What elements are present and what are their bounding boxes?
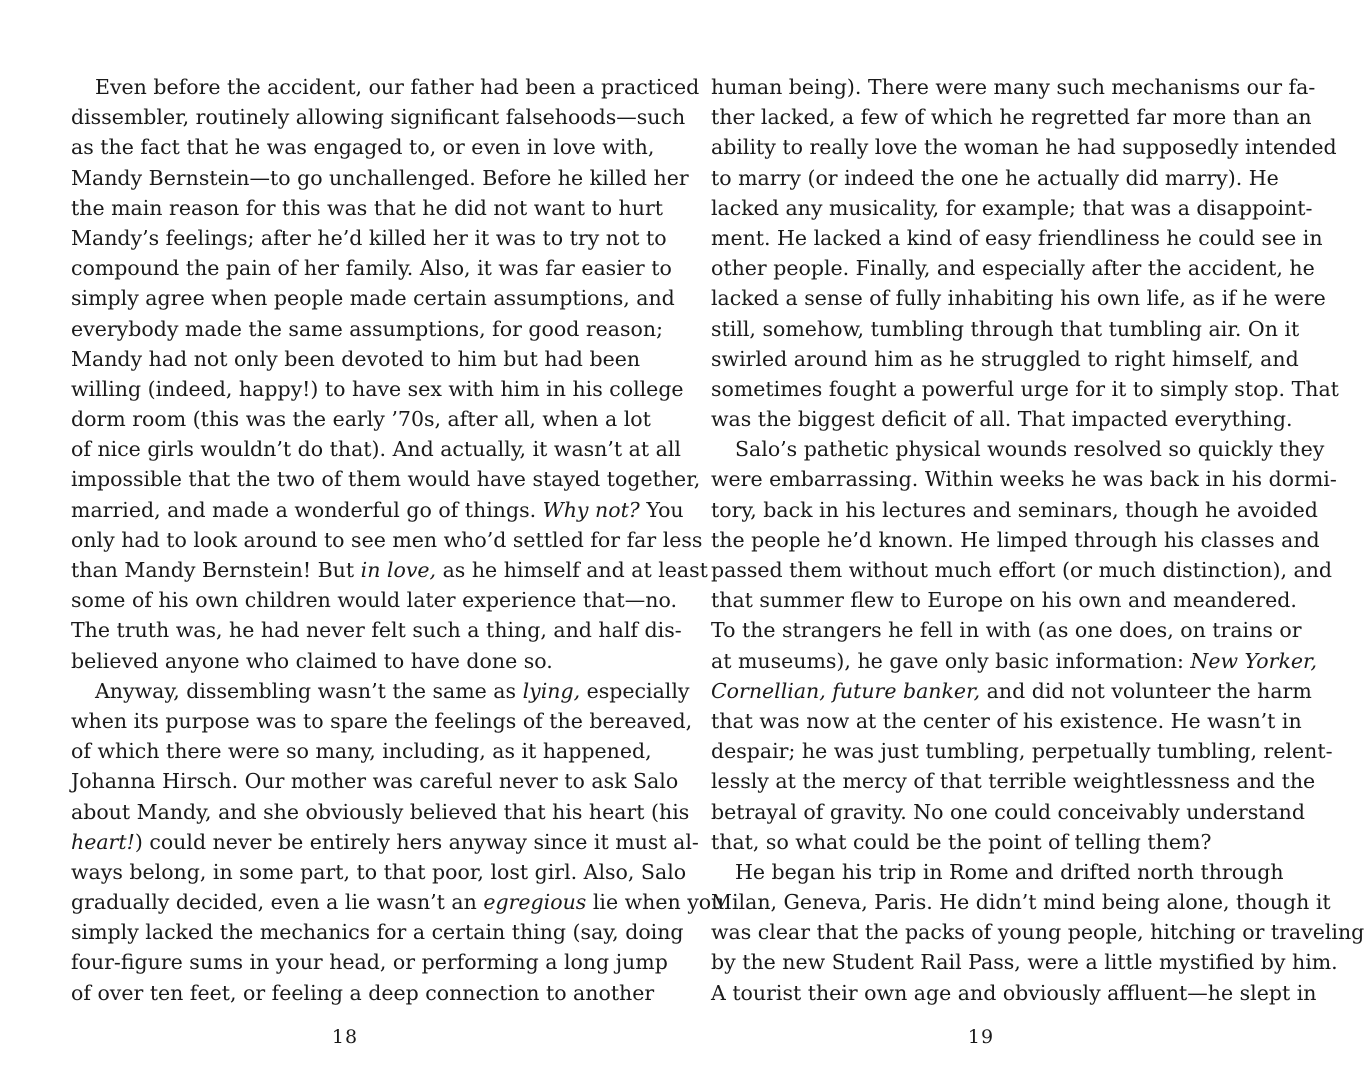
text-line [71, 585, 677, 615]
text-line [711, 676, 1312, 706]
text-segment: simply agree when people made certain assumptions, and [71, 286, 675, 311]
text-line [71, 827, 699, 857]
text-line [71, 404, 651, 434]
text-segment: Johanna Hirsch. Our mother was careful never to ask Salo [71, 769, 679, 794]
text-line [711, 163, 1279, 193]
italic-text: Why not? [542, 497, 640, 522]
text-segment: Anyway, dissembling wasn’t the same as [95, 678, 523, 703]
text-segment: especially [580, 678, 690, 703]
text-segment: You [639, 497, 684, 522]
text-line [71, 495, 684, 525]
text-segment: willing (indeed, happy!) to have sex with him in his college [71, 376, 684, 401]
text-line [711, 374, 1339, 404]
text-line [71, 555, 708, 585]
italic-text: New Yorker, [1190, 648, 1318, 673]
text-segment: four-figure sums in your head, or performing a long jump [71, 950, 668, 975]
text-line [711, 615, 1302, 645]
text-line [71, 193, 663, 223]
right-page [711, 0, 1364, 1080]
italic-text: heart! [71, 829, 135, 854]
text-segment: that was now at the center of his existence. He wasn’t in [711, 708, 1302, 733]
text-segment: as the fact that he was engaged to, or even in love with, [71, 135, 655, 160]
text-segment: than Mandy Bernstein! But [71, 558, 361, 582]
text-segment: of over ten feet, or feeling a deep connection to another [71, 980, 655, 1005]
text-segment: A tourist their own age and obviously affluent—he slept in [711, 980, 1317, 1005]
text-segment: was clear that the packs of young people, hitching or traveling [711, 920, 1364, 945]
text-segment: gradually decided, even a lie wasn’t an [71, 890, 484, 915]
text-segment: Mandy’s feelings; after he’d killed her it was to try not to [71, 225, 667, 250]
text-line [711, 253, 1315, 283]
text-line [71, 434, 681, 464]
text-segment: lie when you [586, 890, 725, 915]
text-line [711, 193, 1313, 223]
text-segment: and did not volunteer the harm [980, 678, 1312, 703]
italic-text: in love, [360, 558, 437, 582]
text-segment: dorm room (this was the early ’70s, after all, when a lot [71, 407, 651, 432]
text-segment: by the new Student Rail Pass, were a little mystified by him. [711, 950, 1338, 975]
text-segment: believed anyone who claimed to have done so. [71, 648, 553, 673]
text-line [71, 676, 690, 706]
text-line [71, 132, 655, 162]
text-line [711, 706, 1302, 736]
text-segment: sometimes fought a powerful urge for it to simply stop. That [711, 376, 1339, 401]
text-line [711, 887, 1331, 917]
text-line [71, 887, 725, 917]
right-page-text [711, 72, 1364, 1008]
text-segment: Mandy Bernstein—to go unchallenged. Before he killed her [71, 165, 689, 190]
text-line [711, 797, 1305, 827]
text-segment: only had to look around to see men who’d settled for far less [71, 527, 703, 552]
text-line [71, 646, 619, 676]
text-line [711, 102, 1312, 132]
text-line [711, 434, 1325, 464]
text-segment: that summer flew to Europe on his own and meandered. [711, 588, 1297, 613]
text-segment: some of his own children would later experience that—no. [71, 588, 677, 613]
text-segment: everybody made the same assumptions, for good reason; [71, 316, 663, 341]
text-line [711, 917, 1364, 947]
text-line [711, 947, 1338, 977]
left-page-text [71, 72, 725, 1008]
text-line [71, 947, 668, 977]
text-line [71, 615, 682, 645]
text-segment: that, so what could be the point of telling them? [711, 829, 1212, 854]
text-line [71, 464, 701, 494]
text-line [711, 857, 1284, 887]
text-segment: ther lacked, a few of which he regretted far more than an [711, 105, 1312, 130]
page-number-left: 18 [331, 1026, 359, 1048]
text-segment: simply lacked the mechanics for a certain thing (say, doing [71, 920, 684, 945]
text-line [711, 344, 1299, 374]
text-segment: Milan, Geneva, Paris. He didn’t mind being alone, though it [711, 890, 1331, 915]
text-segment: despair; he was just tumbling, perpetually tumbling, relent- [711, 739, 1333, 764]
text-line [71, 253, 672, 283]
text-line [711, 646, 1318, 676]
text-line [71, 72, 700, 102]
text-line [711, 525, 1320, 555]
text-segment: He began his trip in Rome and drifted north through [735, 859, 1284, 884]
text-segment: other people. Finally, and especially after the accident, he [711, 256, 1315, 281]
italic-text: Cornellian, future banker, [711, 678, 981, 703]
text-segment: ways belong, in some part, to that poor, lost girl. Also, Salo [71, 859, 687, 884]
text-line [711, 495, 1318, 525]
text-segment: tory, back in his lectures and seminars, though he avoided [711, 497, 1318, 522]
italic-text: egregious [483, 890, 587, 915]
text-line [71, 766, 679, 796]
text-line [711, 283, 1326, 313]
text-line [71, 283, 675, 313]
text-line [71, 857, 687, 887]
text-segment: still, somehow, tumbling through that tumbling air. On it [711, 316, 1300, 341]
text-segment: impossible that the two of them would have stayed together, [71, 467, 701, 492]
text-segment: at museums), he gave only basic information: [711, 648, 1191, 673]
text-line [71, 374, 684, 404]
text-segment: about Mandy, and she obviously believed that his heart (his [71, 799, 690, 824]
text-line [71, 314, 663, 344]
text-segment: was the biggest deficit of all. That impacted everything. [711, 407, 1293, 432]
text-segment: Even before the accident, our father had been a practiced [95, 75, 700, 99]
text-segment: dissembler, routinely allowing significant falsehoods—such [71, 105, 686, 130]
text-line [711, 736, 1333, 766]
text-segment: The truth was, he had never felt such a thing, and half dis- [71, 618, 682, 643]
text-line [711, 404, 1293, 434]
text-segment: married, and made a wonderful go of things. [71, 497, 543, 522]
text-line [71, 978, 655, 1008]
text-segment: betrayal of gravity. No one could conceivably understand [711, 799, 1305, 824]
left-page [71, 0, 725, 1080]
text-segment: To the strangers he fell in with (as one does, on trains or [711, 618, 1302, 643]
text-line [711, 314, 1300, 344]
text-line [71, 163, 689, 193]
text-line [711, 464, 1337, 494]
text-segment: when its purpose was to spare the feelings of the bereaved, [71, 708, 693, 733]
italic-text: lying, [522, 678, 581, 703]
text-segment: Salo’s pathetic physical wounds resolved so quickly they [735, 437, 1325, 462]
text-line [71, 706, 693, 736]
text-segment: of which there were so many, including, as it happened, [71, 739, 652, 764]
text-segment: the main reason for this was that he did not want to hurt [71, 195, 663, 220]
text-line [711, 72, 1316, 102]
text-line [711, 555, 1333, 585]
text-segment: ability to really love the woman he had supposedly intended [711, 135, 1337, 160]
text-segment: the people he’d known. He limped through his classes and [711, 527, 1320, 552]
page-number-right: 19 [967, 1026, 995, 1048]
text-line [71, 797, 690, 827]
text-line [711, 978, 1317, 1008]
text-segment: of nice girls wouldn’t do that). And actually, it wasn’t at all [71, 437, 681, 462]
text-segment: ment. He lacked a kind of easy friendliness he could see in [711, 225, 1323, 250]
text-segment: Mandy had not only been devoted to him but had been [71, 346, 641, 371]
text-segment: compound the pain of her family. Also, it was far easier to [71, 256, 672, 281]
text-segment: to marry (or indeed the one he actually did marry). He [711, 165, 1279, 190]
text-segment: human being). There were many such mechanisms our fa- [711, 75, 1316, 99]
text-segment: lacked any musicality, for example; that was a disappoint- [711, 195, 1313, 220]
text-segment: lessly at the mercy of that terrible weightlessness and the [711, 769, 1316, 794]
text-segment: lacked a sense of fully inhabiting his own life, as if he were [711, 286, 1326, 311]
text-line [71, 525, 703, 555]
text-segment: ) could never be entirely hers anyway since it must al- [134, 829, 699, 854]
text-line [711, 585, 1297, 615]
text-line [71, 736, 652, 766]
text-line [71, 917, 684, 947]
text-line [711, 132, 1337, 162]
text-line [71, 102, 686, 132]
text-line [71, 344, 641, 374]
text-line [711, 766, 1316, 796]
text-line [711, 223, 1323, 253]
text-segment: as he himself and at least [436, 558, 708, 582]
text-segment: swirled around him as he struggled to right himself, and [711, 346, 1299, 371]
text-segment: were embarrassing. Within weeks he was back in his dormi- [711, 467, 1337, 492]
text-line [71, 223, 667, 253]
text-line [711, 827, 1251, 857]
text-segment: passed them without much effort (or much distinction), and [711, 558, 1333, 582]
